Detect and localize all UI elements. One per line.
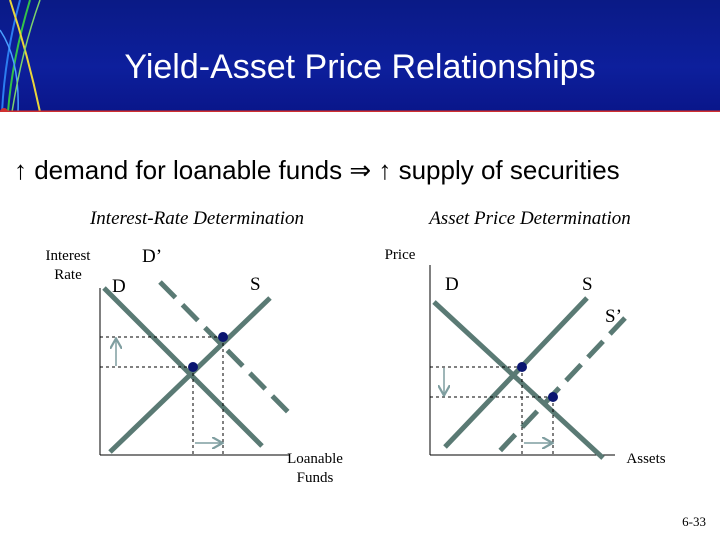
- left-y-axis-label-line2: Rate: [54, 267, 82, 283]
- left-y-axis-label-line1: Interest: [45, 248, 91, 264]
- left-panel-heading: Interest-Rate Determination: [89, 208, 305, 229]
- right-x-axis-label: Assets: [626, 451, 666, 467]
- left-x-axis-label-line2: Funds: [296, 470, 334, 486]
- left-demand-shifted-curve: [160, 282, 292, 416]
- slide-number: 6-33: [682, 514, 706, 529]
- left-equilibrium-initial: [188, 362, 198, 372]
- right-equilibrium-initial: [517, 362, 527, 372]
- lead-statement: ↑ demand for loanable funds ⇒ ↑ supply of securities: [14, 155, 620, 185]
- right-label-s: S: [582, 274, 593, 295]
- right-supply-shifted-curve: [496, 318, 625, 455]
- right-panel: [385, 247, 666, 467]
- left-demand-curve: [104, 288, 262, 446]
- left-panel: [46, 246, 344, 486]
- right-y-axis-label: Price: [384, 247, 416, 263]
- left-equilibrium-new: [218, 332, 228, 342]
- left-label-d: D: [112, 276, 126, 297]
- right-equilibrium-new: [548, 392, 558, 402]
- right-label-d: D: [445, 274, 459, 295]
- left-label-d-prime: D’: [142, 246, 163, 267]
- right-panel-heading: Asset Price Determination: [429, 208, 631, 229]
- left-label-s: S: [250, 274, 261, 295]
- right-label-s-prime: S’: [605, 306, 622, 327]
- page-title: Yield-Asset Price Relationships: [124, 48, 596, 86]
- left-x-axis-label-line1: Loanable: [287, 451, 343, 467]
